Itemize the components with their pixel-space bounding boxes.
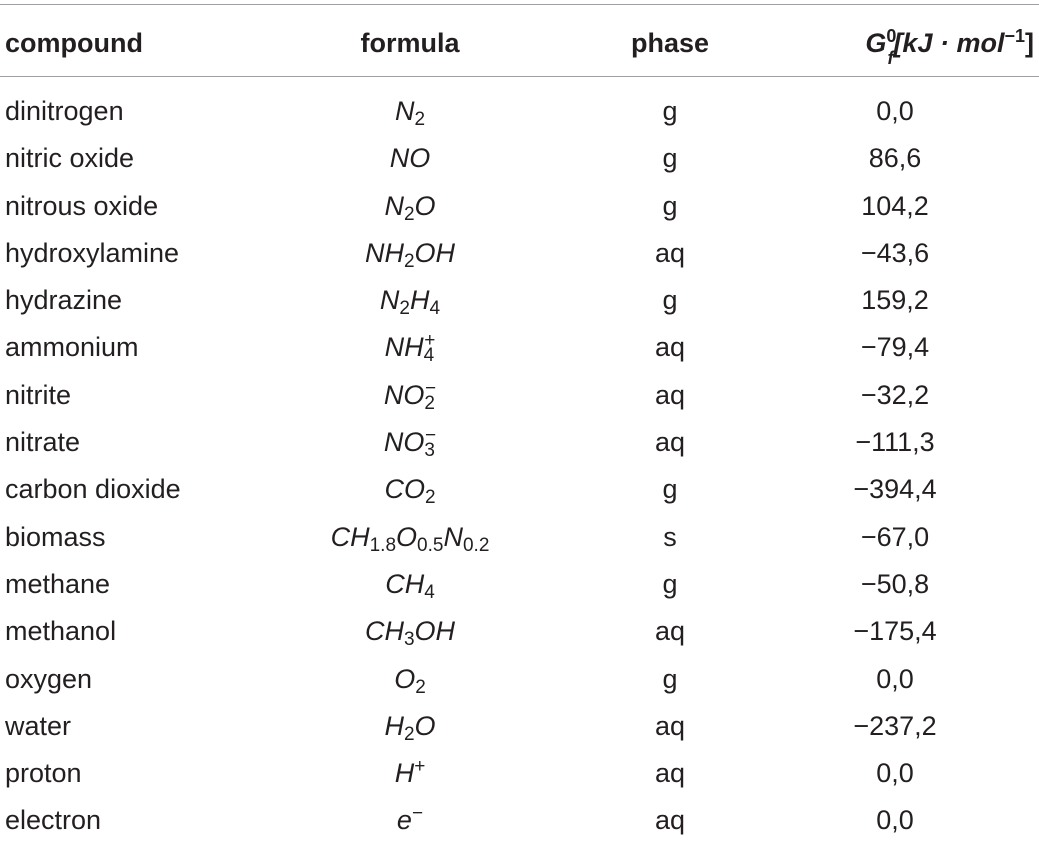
- cell-formula: $H_2O$: [384, 710, 436, 745]
- cell-phase: aq: [654, 616, 686, 647]
- cell-phase: s: [663, 521, 677, 552]
- cell-phase: g: [662, 474, 678, 505]
- cell-compound: carbon dioxide: [5, 474, 181, 505]
- cell-phase: aq: [654, 332, 686, 363]
- cell-formula: H+: [394, 756, 426, 789]
- cell-gibbs-energy: −111,3: [855, 427, 935, 458]
- cell-phase: aq: [654, 710, 686, 741]
- header-phase: phase: [630, 28, 710, 58]
- table-row: [0, 561, 1039, 608]
- table-row: [0, 419, 1039, 466]
- cell-compound: hydrazine: [5, 285, 123, 316]
- cell-phase: aq: [654, 379, 686, 410]
- cell-formula: NO: [389, 143, 431, 174]
- cell-gibbs-energy: −32,2: [860, 379, 930, 410]
- cell-formula: $NO_2^-$: [383, 377, 437, 414]
- cell-formula: $N_2O$: [384, 190, 436, 225]
- table-row: [0, 656, 1039, 703]
- cell-compound: proton: [5, 758, 82, 789]
- gibbs-units-close: ]: [1025, 28, 1034, 58]
- table-row: [0, 372, 1039, 419]
- cell-formula: $CO_2$: [384, 474, 436, 509]
- cell-gibbs-energy: 0,0: [876, 758, 914, 789]
- cell-gibbs-energy: 86,6: [868, 143, 922, 174]
- cell-gibbs-energy: −50,8: [860, 568, 930, 599]
- table-row: [0, 514, 1039, 561]
- cell-compound: methanol: [5, 616, 117, 647]
- table-row: [0, 797, 1039, 844]
- cell-formula: $CH_3OH$: [364, 616, 456, 651]
- table-row: [0, 183, 1039, 230]
- cell-phase: g: [662, 663, 678, 694]
- cell-compound: hydroxylamine: [5, 237, 180, 268]
- table-row: [0, 324, 1039, 371]
- cell-compound: oxygen: [5, 663, 93, 694]
- cell-phase: aq: [654, 758, 686, 789]
- table-row: [0, 750, 1039, 797]
- table-header-row: [0, 14, 1039, 72]
- header-compound: compound: [5, 28, 143, 58]
- cell-compound: nitrite: [5, 379, 72, 410]
- gibbs-units-exponent: −1: [1004, 26, 1025, 46]
- cell-phase: g: [662, 568, 678, 599]
- cell-formula: $CH_4$: [385, 568, 435, 603]
- cell-gibbs-energy: 0,0: [876, 96, 914, 126]
- cell-compound: dinitrogen: [5, 96, 124, 126]
- cell-formula: $CH_{1.8}O_{0.5}N_{0.2}$: [330, 521, 490, 556]
- table-row: [0, 466, 1039, 513]
- cell-compound: nitrate: [5, 427, 81, 458]
- cell-gibbs-energy: 0,0: [876, 663, 914, 694]
- cell-formula: $NH_4^+$: [384, 330, 436, 367]
- cell-gibbs-energy: 104,2: [861, 190, 929, 221]
- cell-compound: nitric oxide: [5, 143, 135, 174]
- gibbs-superscript: 0: [886, 26, 897, 46]
- cell-phase: g: [662, 96, 678, 126]
- cell-phase: g: [662, 190, 678, 221]
- cell-compound: electron: [5, 805, 102, 836]
- cell-gibbs-energy: −237,2: [853, 710, 937, 741]
- gibbs-subscript: f: [887, 48, 894, 69]
- table-top-rule: [0, 4, 1039, 5]
- cell-formula: $O_2$: [394, 663, 426, 698]
- cell-phase: g: [662, 143, 678, 174]
- cell-compound: nitrous oxide: [5, 190, 159, 221]
- cell-phase: g: [662, 285, 678, 316]
- cell-compound: methane: [5, 568, 111, 599]
- cell-compound: water: [5, 710, 72, 741]
- cell-gibbs-energy: −67,0: [860, 521, 930, 552]
- cell-gibbs-energy: 0,0: [876, 805, 914, 836]
- cell-formula: $NO_3^-$: [383, 425, 437, 462]
- table-row: [0, 88, 1039, 135]
- cell-gibbs-energy: −43,6: [860, 237, 930, 268]
- cell-formula: $N_2H_4$: [379, 285, 441, 320]
- cell-gibbs-energy: 159,2: [861, 285, 929, 316]
- table-row: [0, 230, 1039, 277]
- cell-compound: ammonium: [5, 332, 139, 363]
- cell-formula: e−: [396, 803, 424, 836]
- cell-phase: aq: [654, 237, 686, 268]
- table-row: [0, 608, 1039, 655]
- gibbs-symbol: G: [865, 28, 887, 58]
- table-row: [0, 277, 1039, 324]
- cell-compound: biomass: [5, 521, 106, 552]
- table-body: [0, 88, 1039, 845]
- cell-gibbs-energy: −394,4: [853, 474, 937, 505]
- table-row: [0, 703, 1039, 750]
- table-row: [0, 135, 1039, 182]
- cell-phase: aq: [654, 805, 686, 836]
- header-gibbs-energy: [790, 14, 1034, 72]
- gibbs-units: [kJ · mol: [893, 28, 1005, 58]
- table-header-rule: [0, 76, 1039, 77]
- cell-gibbs-energy: −175,4: [853, 616, 937, 647]
- header-formula: formula: [360, 28, 460, 58]
- cell-phase: aq: [654, 427, 686, 458]
- cell-formula: $NH_2OH$: [364, 237, 456, 272]
- cell-gibbs-energy: −79,4: [860, 332, 930, 363]
- cell-formula: $N_2$: [394, 96, 426, 130]
